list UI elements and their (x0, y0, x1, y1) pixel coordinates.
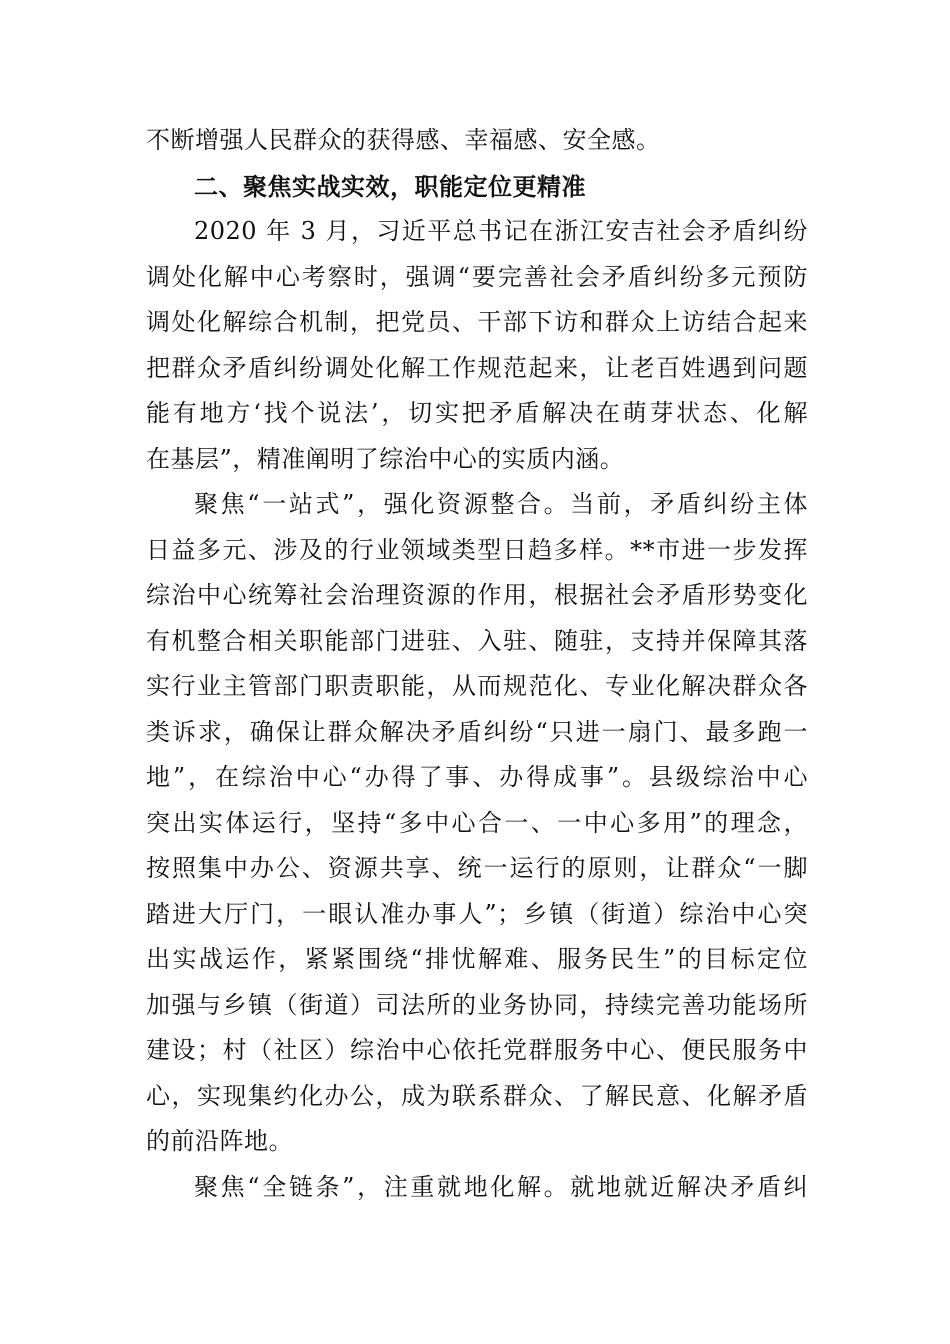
text-line: 的前沿阵地。 (146, 1127, 293, 1155)
text-line: 心，实现集约化办公，成为联系群众、了解民意、化解矛盾 (146, 1081, 808, 1110)
text-line: 踏进大厅门，一眼认准办事人”；乡镇（街道）综治中心突 (146, 899, 808, 928)
text-line: 按照集中办公、资源共享、统一运行的原则，让群众“一脚 (146, 854, 808, 882)
text-line: 地”，在综治中心“办得了事、办得成事”。县级综治中心 (146, 763, 808, 791)
text-line: 出实战运作，紧紧围绕“排忧解难、服务民生”的目标定位 (146, 945, 808, 973)
text-line: 有机整合相关职能部门进驻、入驻、随驻，支持并保障其落 (146, 626, 808, 655)
text-line: 突出实体运行，坚持“多中心合一、一中心多用”的理念， (146, 808, 808, 837)
text-line: 类诉求，确保让群众解决矛盾纠纷“只进一扇门、最多跑一 (146, 717, 808, 746)
text-line: 在基层”，精准阐明了综治中心的实质内涵。 (146, 444, 625, 473)
section-heading: 二、聚焦实战实效，职能定位更精准 (194, 171, 586, 201)
document-page (146, 118, 808, 1210)
text-line: 调处化解中心考察时，强调“要完善社会矛盾纠纷多元预防 (146, 262, 808, 291)
text-line: 把群众矛盾纠纷调处化解工作规范起来，让老百姓遇到问题 (146, 353, 808, 382)
paragraph-first-line: 聚焦“一站式”，强化资源整合。当前，矛盾纠纷主体 (194, 490, 808, 518)
text-line: 不断增强人民群众的获得感、幸福感、安全感。 (146, 126, 661, 154)
text-line: 能有地方‘找个说法’，切实把矛盾解决在萌芽状态、化解 (146, 399, 808, 427)
text-line: 综治中心统筹社会治理资源的作用，根据社会矛盾形势变化 (146, 581, 808, 609)
text-line: 日益多元、涉及的行业领域类型日趋多样。**市进一步发挥 (146, 535, 808, 564)
text-line: 建设；村（社区）综治中心依托党群服务中心、便民服务中 (146, 1036, 808, 1064)
text-line: 实行业主管部门职责职能，从而规范化、专业化解决群众各 (146, 672, 808, 700)
paragraph-first-line: 2020 年 3 月，习近平总书记在浙江安吉社会矛盾纠纷 (194, 217, 808, 245)
paragraph-first-line: 聚焦“全链条”，注重就地化解。就地就近解决矛盾纠 (194, 1172, 808, 1201)
text-line: 加强与乡镇（街道）司法所的业务协同，持续完善功能场所 (146, 990, 808, 1019)
text-line: 调处化解综合机制，把党员、干部下访和群众上访结合起来 (146, 308, 808, 336)
